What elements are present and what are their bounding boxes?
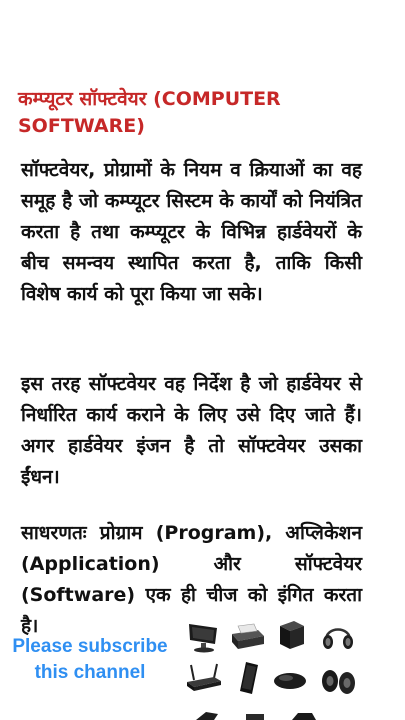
paragraph-analogy: इस तरह सॉफ्टवेयर वह निर्देश है जो हार्डवेयर से निर्धारित कार्य कराने के लिए उसे दिए जाते हैं। अगर हार्डवेयर इंजन है तो सॉफ्टवेयर उसका ईंधन। <box>21 373 362 488</box>
router-icon <box>184 662 224 694</box>
smartphone-icon <box>236 660 262 696</box>
subscribe-overlay-text: Please subscribe this channel <box>12 636 168 683</box>
paragraph-definition: सॉफ्टवेयर, प्रोग्रामों के नियम व क्रियाओं का वह समूह है जो कम्प्यूटर सिस्टम के कार्यों को नियंत्रित करता है तथा कम्प्यूटर के विभिन्न हार्डवेयरों के बीच समन्वय स्थापित करता है, ताकि किसी विशेष कार्य को पूरा किया जा सके। <box>21 159 362 305</box>
headphones-icon <box>320 620 356 652</box>
monitor-icon <box>186 620 222 654</box>
section-heading: कम्प्यूटर सॉफ्टवेयर (COMPUTER SOFTWARE) <box>18 88 281 137</box>
printer-icon <box>228 622 266 652</box>
paragraph-synonyms: साधरणतः प्रोग्राम (Program), अप्लिकेशन (Application) और सॉफ्टवेयर (Software) एक ही चीज को इंगित करता है। <box>21 522 362 637</box>
hardware-devices-illustration <box>180 614 405 720</box>
mouse-icon <box>272 670 308 692</box>
speaker-icon <box>276 618 308 652</box>
device-row-partial-icon <box>194 710 364 720</box>
speakers-icon <box>318 664 358 696</box>
